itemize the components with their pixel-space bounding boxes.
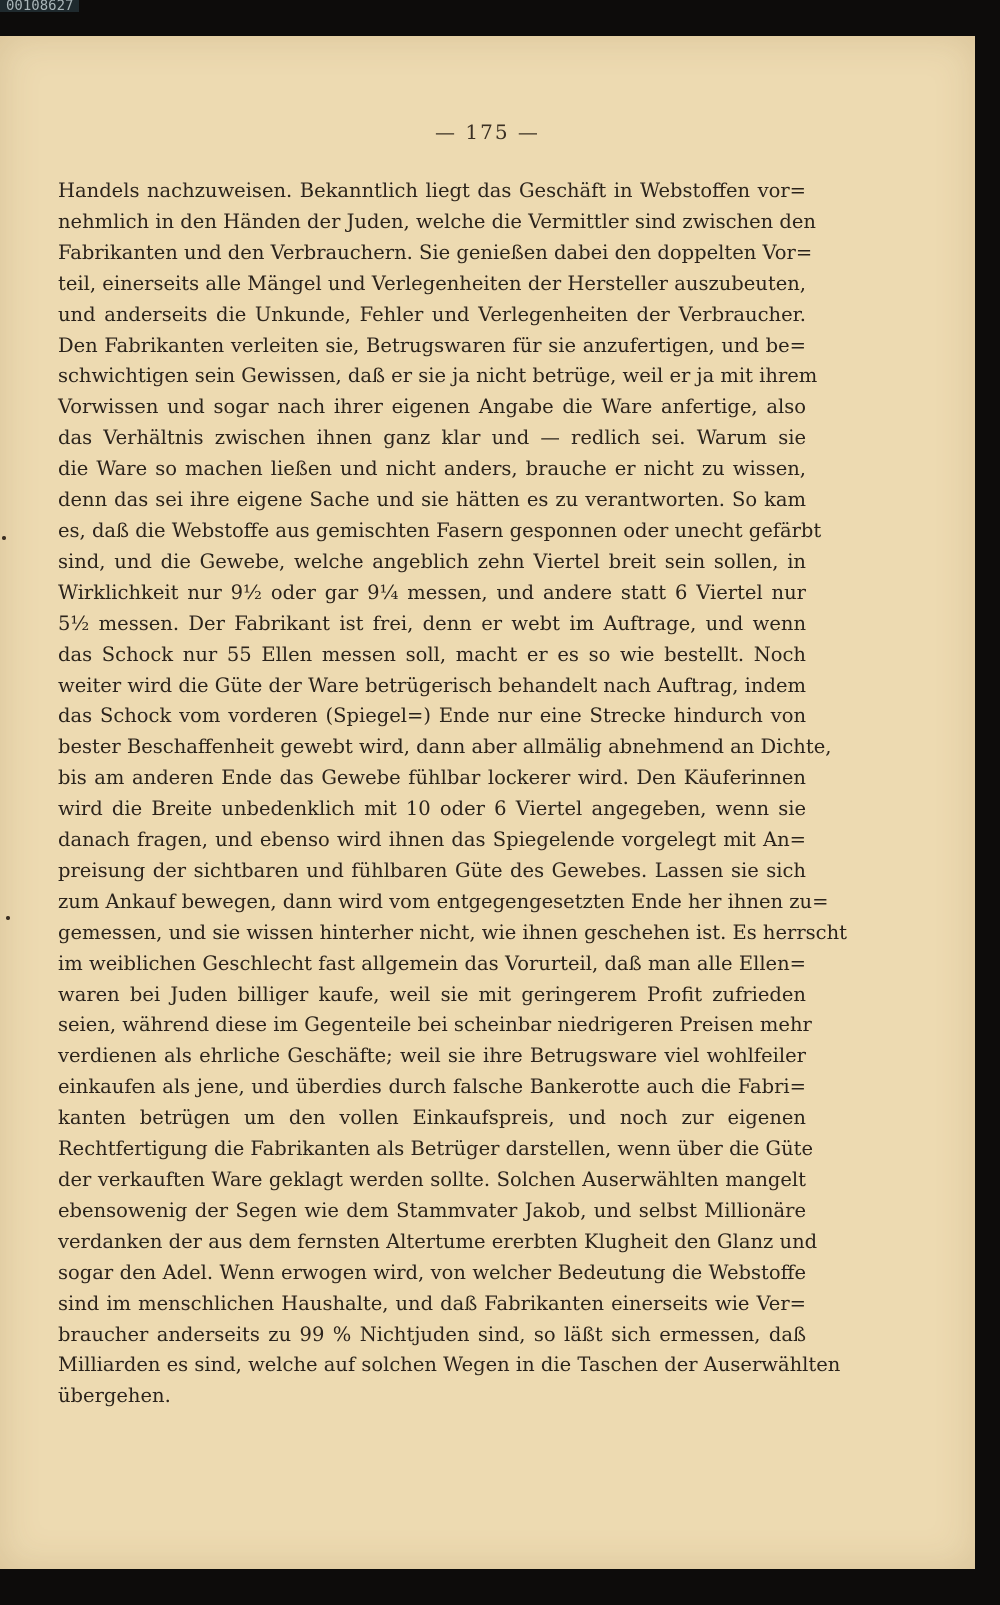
text-line: kanten betrügen um den vollen Einkaufspreis, und noch zur eigenen — [58, 1106, 806, 1130]
text-line: Vorwissen und sogar nach ihrer eigenen Angabe die Ware anfertige, also — [58, 395, 806, 419]
text-line: schwichtigen sein Gewissen, daß er sie ja nicht betrüge, weil er ja mit ihrem — [58, 364, 818, 388]
text-line: zum Ankauf bewegen, dann wird vom entgegengesetzten Ende her ihnen zu= — [58, 889, 829, 913]
text-line: denn das sei ihre eigene Sache und sie hätten es zu verantworten. So kam — [58, 488, 806, 512]
text-line: Rechtfertigung die Fabrikanten als Betrüger darstellen, wenn über die Güte — [58, 1137, 814, 1161]
text-line: das Schock vom vorderen (Spiegel=) Ende nur eine Strecke hindurch von — [58, 704, 806, 728]
text-line: preisung der sichtbaren und fühlbaren Güte des Gewebes. Lassen sie sich — [58, 858, 806, 882]
text-line: Handels nachzuweisen. Bekanntlich liegt das Geschäft in Webstoffen vor= — [58, 179, 806, 202]
text-line: Milliarden es sind, welche auf solchen Wegen in die Taschen der Auserwählten — [58, 1353, 841, 1377]
text-line: verdienen als ehrliche Geschäfte; weil sie ihre Betrugsware viel wohlfeiler — [58, 1044, 806, 1068]
text-line: ebensowenig der Segen wie dem Stammvater Jakob, und selbst Millionäre — [58, 1198, 806, 1222]
text-line: sogar den Adel. Wenn erwogen wird, von welcher Bedeutung die Webstoffe — [58, 1260, 806, 1284]
text-line: nehmlich in den Händen der Juden, welche die Vermittler sind zwischen den — [58, 209, 816, 233]
body-text — [58, 176, 847, 1412]
text-line: die Ware so machen ließen und nicht anders, brauche er nicht zu wissen, — [58, 457, 806, 481]
text-line: Den Fabrikanten verleiten sie, Betrugswaren für sie anzufertigen, und be= — [58, 333, 806, 357]
book-page — [0, 36, 975, 1569]
text-line: braucher anderseits zu 99 % Nichtjuden sind, so läßt sich ermessen, daß — [58, 1322, 806, 1346]
margin-speck — [6, 916, 10, 920]
text-line: seien, während diese im Gegenteile bei scheinbar niedrigeren Preisen mehr — [58, 1013, 812, 1037]
text-line: Fabrikanten und den Verbrauchern. Sie genießen dabei den doppelten Vor= — [58, 240, 813, 264]
text-line: wird die Breite unbedenklich mit 10 oder 6 Viertel angegeben, wenn sie — [58, 797, 806, 821]
text-line: übergehen. — [58, 1384, 171, 1408]
text-line: bis am anderen Ende das Gewebe fühlbar lockerer wird. Den Käuferinnen — [58, 766, 806, 790]
page-number: — 175 — — [435, 120, 540, 144]
margin-speck — [2, 536, 6, 540]
text-line: teil, einerseits alle Mängel und Verlegenheiten der Hersteller auszubeuten, — [58, 271, 806, 295]
text-line: das Schock nur 55 Ellen messen soll, macht er es so wie bestellt. Noch — [58, 642, 806, 666]
text-line: und anderseits die Unkunde, Fehler und Verlegenheiten der Verbraucher. — [58, 302, 806, 326]
text-line: bester Beschaffenheit gewebt wird, dann aber allmälig abnehmend an Dichte, — [58, 735, 832, 759]
text-line: im weiblichen Geschlecht fast allgemein das Vorurteil, daß man alle Ellen= — [58, 951, 806, 975]
text-line: weiter wird die Güte der Ware betrügerisch behandelt nach Auftrag, indem — [58, 673, 806, 697]
text-line: Wirklichkeit nur 9½ oder gar 9¼ messen, und andere statt 6 Viertel nur — [58, 580, 806, 604]
text-line: gemessen, und sie wissen hinterher nicht, wie ihnen geschehen ist. Es herrscht — [58, 920, 847, 944]
text-line: sind, und die Gewebe, welche angeblich zehn Viertel breit sein sollen, in — [58, 549, 806, 573]
text-line: sind im menschlichen Haushalte, und daß Fabrikanten einerseits wie Ver= — [58, 1291, 806, 1315]
text-line: der verkauften Ware geklagt werden sollte. Solchen Auserwählten mangelt — [58, 1168, 806, 1191]
text-line: das Verhältnis zwischen ihnen ganz klar und — redlich sei. Warum sie — [58, 426, 806, 450]
text-line: es, daß die Webstoffe aus gemischten Fasern gesponnen oder unecht gefärbt — [58, 518, 822, 542]
scan-id-label: 00108627 — [0, 0, 79, 12]
text-line: 5½ messen. Der Fabrikant ist frei, denn er webt im Auftrage, und wenn — [58, 611, 806, 635]
text-line: danach fragen, und ebenso wird ihnen das Spiegelende vorgelegt mit An= — [58, 828, 806, 852]
text-line: einkaufen als jene, und überdies durch falsche Bankerotte auch die Fabri= — [58, 1075, 806, 1099]
text-line: verdanken der aus dem fernsten Altertume ererbten Klugheit den Glanz und — [58, 1229, 818, 1253]
text-line: waren bei Juden billiger kaufe, weil sie mit geringerem Profit zufrieden — [58, 982, 806, 1006]
